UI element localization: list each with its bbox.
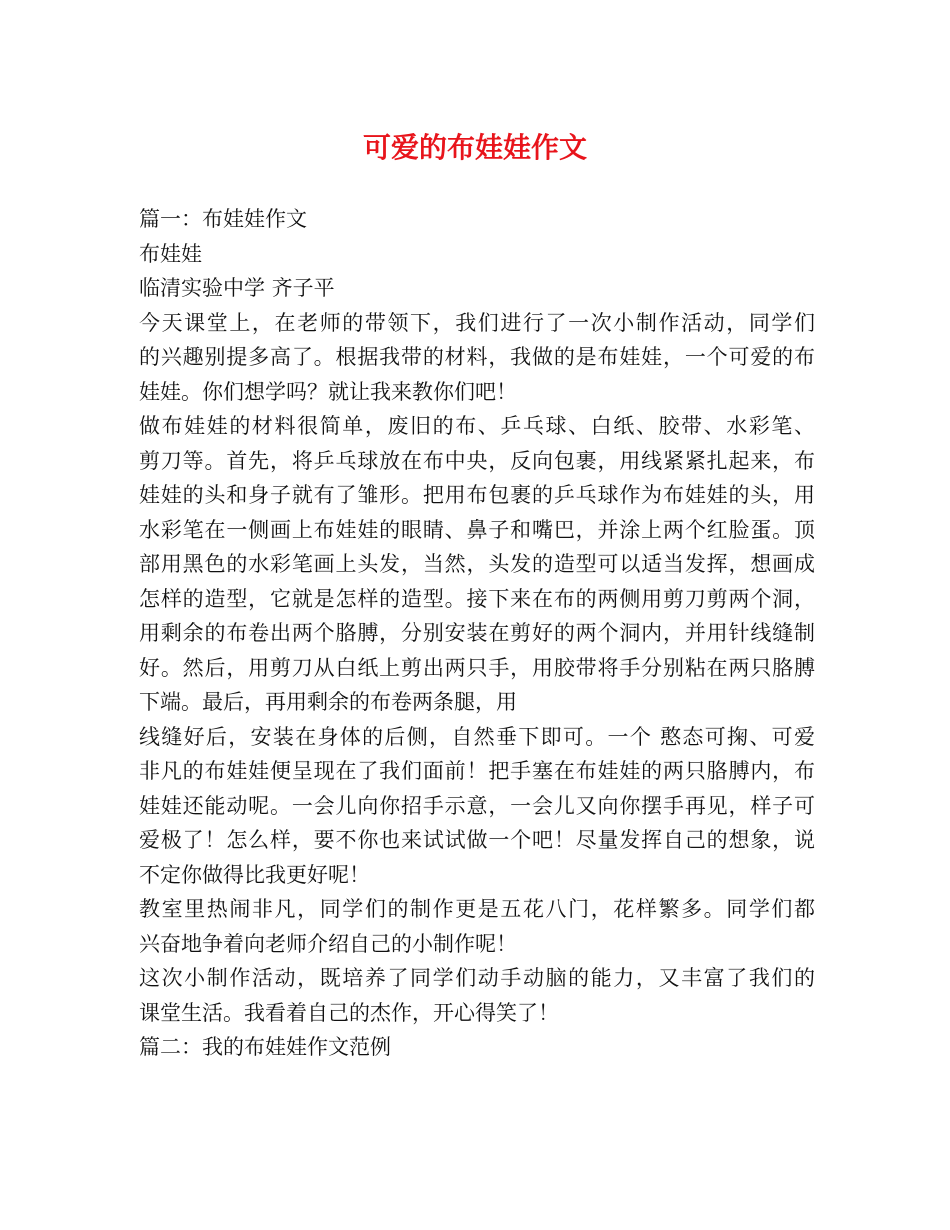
text-line: 篇二：我的布娃娃作文范例 xyxy=(139,1035,391,1059)
text-line: 的兴趣别提多高了。根据我带的材料，我做的是布娃娃，一个可爱的布 xyxy=(139,345,815,369)
text-line: 娃娃的头和身子就有了雏形。把用布包裹的乒乓球作为布娃娃的头，用 xyxy=(139,483,815,507)
text-line: 篇一：布娃娃作文 xyxy=(139,207,307,231)
text-line: 兴奋地争着向老师介绍自己的小制作呢！ xyxy=(139,931,517,956)
text-line: 部用黑色的水彩笔画上头发，当然，头发的造型可以适当发挥，想画成 xyxy=(139,552,815,576)
text-line: 娃娃还能动呢。一会儿向你招手示意，一会儿又向你摆手再见，样子可 xyxy=(139,793,815,818)
text-line: 剪刀等。首先，将乒乓球放在布中央，反向包裹，用线紧紧扎起来，布 xyxy=(139,448,815,473)
text-line: 这次小制作活动，既培养了同学们动手动脑的能力，又丰富了我们的 xyxy=(139,966,815,990)
text-line: 做布娃娃的材料很简单，废旧的布、乒乓球、白纸、胶带、水彩笔、 xyxy=(139,414,815,438)
text-line: 用剩余的布卷出两个胳膊，分别安装在剪好的两个洞内，并用针线缝制 xyxy=(139,621,815,645)
text-line: 下端。最后，再用剩余的布卷两条腿，用 xyxy=(139,690,517,714)
text-line: 水彩笔在一侧画上布娃娃的眼睛、鼻子和嘴巴，并涂上两个红脸蛋。顶 xyxy=(139,517,815,542)
text-line: 非凡的布娃娃便呈现在了我们面前！把手塞在布娃娃的两只胳膊内，布 xyxy=(139,759,815,783)
text-line: 布娃娃 xyxy=(139,241,202,266)
text-line: 怎样的造型，它就是怎样的造型。接下来在布的两侧用剪刀剪两个洞， xyxy=(139,586,815,611)
text-line: 今天课堂上，在老师的带领下，我们进行了一次小制作活动，同学们 xyxy=(139,310,815,335)
text-line: 不定你做得比我更好呢！ xyxy=(139,862,370,887)
document-title: 可爱的布娃娃作文 xyxy=(362,131,587,164)
text-line: 教室里热闹非凡，同学们的制作更是五花八门，花样繁多。同学们都 xyxy=(139,897,815,921)
text-line: 娃娃。你们想学吗？就让我来教你们吧！ xyxy=(139,379,517,404)
text-line: 好。然后，用剪刀从白纸上剪出两只手，用胶带将手分别粘在两只胳膊 xyxy=(139,655,815,680)
text-line: 线缝好后，安装在身体的后侧，自然垂下即可。一个 憨态可掬、可爱 xyxy=(139,724,815,749)
text-line: 临清实验中学 齐子平 xyxy=(139,276,335,300)
document-body xyxy=(139,202,815,1065)
text-line: 课堂生活。我看着自己的杰作，开心得笑了！ xyxy=(139,1000,559,1025)
text-line: 爱极了！怎么样，要不你也来试试做一个吧！尽量发挥自己的想象，说 xyxy=(139,828,815,852)
